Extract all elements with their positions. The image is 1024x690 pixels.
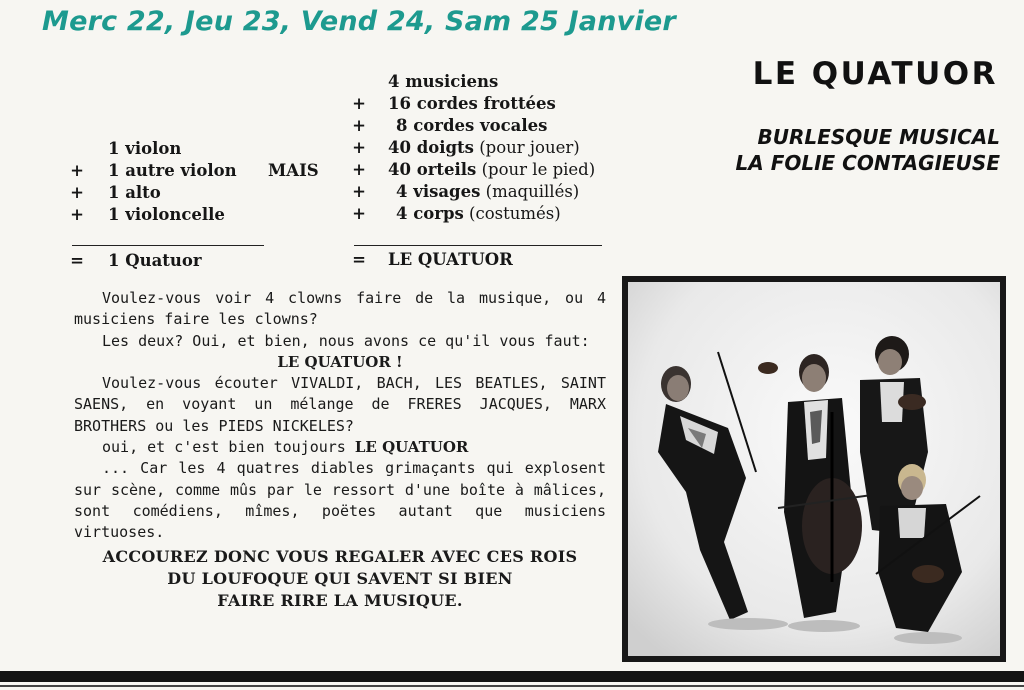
closing-tagline — [74, 546, 606, 612]
equation-row — [352, 181, 622, 203]
equation-result — [352, 249, 622, 271]
equation-term: 8 cordes vocales — [396, 116, 548, 135]
equation-row — [352, 93, 622, 115]
border-thick — [0, 671, 1024, 682]
closing-line: ACCOUREZ DONC VOUS REGALER AVEC CES ROIS — [102, 546, 578, 566]
show-title: LE QUATUOR — [752, 56, 998, 92]
equation-row — [352, 137, 622, 159]
equals-sign: = — [352, 250, 366, 269]
show-subtitle — [736, 124, 1000, 176]
group-photo — [622, 276, 1006, 662]
paragraph: oui, et c'est bien toujours LE QUATUOR — [102, 438, 469, 457]
equation-right — [352, 71, 622, 281]
operator: + — [70, 183, 84, 202]
equation-row — [352, 203, 622, 225]
equation-term: 4 visages (maquillés) — [396, 182, 580, 201]
closing-line: DU LOUFOQUE QUI SAVENT SI BIEN — [167, 568, 513, 588]
equation-row — [70, 182, 270, 204]
operator: + — [70, 205, 84, 224]
border-thin — [0, 685, 1024, 687]
paragraph: Les deux? Oui, et bien, nous avons ce qu'il vous faut: — [102, 331, 590, 350]
equation-row — [70, 138, 270, 160]
closing-line: FAIRE RIRE LA MUSIQUE. — [217, 590, 463, 610]
paragraph: ... Car les 4 quatres diables grimaçants qui explosent sur scène, comme mûs par le ressort d'une boîte à mâlices, sont comédiens, mîmes, poëtes autant que musiciens virtuoses. — [74, 459, 606, 542]
operator: + — [70, 161, 84, 180]
equation-term: 40 doigts (pour jouer) — [388, 138, 580, 157]
equation-term: 40 orteils (pour le pied) — [388, 160, 596, 179]
connector-word: MAIS — [268, 161, 319, 180]
sum-rule — [354, 245, 602, 246]
equation-row — [352, 115, 622, 137]
equation-row — [352, 159, 622, 181]
equation-term: 4 musiciens — [388, 72, 499, 91]
result-term: LE QUATUOR — [388, 250, 513, 269]
paragraph: Voulez-vous écouter VIVALDI, BACH, LES BEATLES, SAINT SAENS, en voyant un mélange de FRERES JACQUES, MARX BROTHERS ou les PIEDS NICKELES? — [74, 374, 606, 435]
group-photo-illustration — [628, 282, 1000, 656]
operator: + — [352, 138, 366, 157]
equation-term: 1 autre violon — [108, 161, 237, 180]
equals-sign: = — [70, 251, 84, 270]
operator: + — [352, 182, 366, 201]
equation-term: 1 violoncelle — [108, 205, 225, 224]
result-term: 1 Quatuor — [108, 251, 202, 270]
equation-result — [70, 250, 270, 272]
operator: + — [352, 116, 366, 135]
equation-term: 1 violon — [108, 139, 182, 158]
operator: + — [352, 204, 366, 223]
equation-term: 4 corps (costumés) — [396, 204, 561, 223]
bottom-border — [0, 671, 1024, 690]
sum-rule — [72, 245, 264, 246]
paragraph: Voulez-vous voir 4 clowns faire de la musique, ou 4 musiciens faire les clowns? — [74, 289, 606, 329]
subtitle-line-2: LA FOLIE CONTAGIEUSE — [735, 151, 1000, 175]
performance-dates: Merc 22, Jeu 23, Vend 24, Sam 25 Janvier — [42, 6, 676, 37]
equation-left — [70, 138, 270, 278]
description — [74, 288, 606, 612]
subtitle-line-1: BURLESQUE MUSICAL — [757, 125, 1000, 149]
equation-row — [70, 204, 270, 226]
equation-term: 1 alto — [108, 183, 161, 202]
equation-row — [70, 160, 270, 182]
equation-row — [352, 71, 622, 93]
equation-term: 16 cordes frottées — [388, 94, 556, 113]
operator: + — [352, 94, 366, 113]
paragraph-callout: LE QUATUOR ! — [277, 352, 403, 371]
operator: + — [352, 160, 366, 179]
